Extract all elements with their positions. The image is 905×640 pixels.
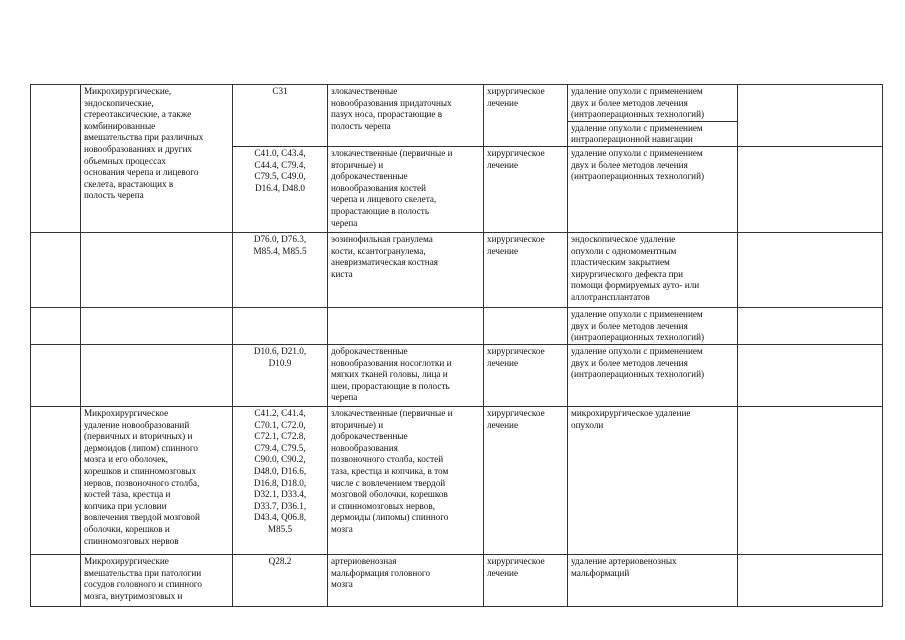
treatment-type: хирургическое лечение xyxy=(484,554,568,606)
disease-description: злокачественные (первичные и вторичные) и доброкачественные новообразования позвоночного столба, костей таза, крестца и копчика, в том числе с вовлечением твердой мозговой оболочки, корешков и спинномозговых нервов, дермоиды (липомы) спинного мозга xyxy=(328,406,484,554)
icd-codes: D76.0, D76.3, M85.4, M85.5 xyxy=(233,232,328,307)
table-row xyxy=(31,406,883,554)
procedures-table xyxy=(30,84,883,607)
treatment-type xyxy=(484,307,568,344)
method-description: микрохирургическое удаление опухоли xyxy=(568,406,738,554)
index-cell xyxy=(31,307,81,344)
table-row xyxy=(31,307,883,344)
method-description: удаление опухоли с применением двух и более методов лечения (интраоперационных технологий) xyxy=(568,307,738,344)
method-description: удаление артериовенозных мальформаций xyxy=(568,554,738,606)
method-description: эндоскопическое удаление опухоли с одномоментным пластическим закрытием хирургического дефекта при помощи формируемых ауто- или аллотрансплантатов xyxy=(568,232,738,307)
disease-description: злокачественные (первичные и вторичные) и доброкачественные новообразования костей черепа и лицевого скелета, прорастающие в полость черепа xyxy=(328,146,484,232)
group-text: Микрохирургические вмешательства при патологии сосудов головного и спинного мозга, внутримозговых и xyxy=(84,555,202,601)
extra-cell xyxy=(738,85,883,147)
group-description xyxy=(81,307,233,344)
disease-description: доброкачественные новообразования носоглотки и мягких тканей головы, лица и шеи, прорастающие в полость черепа xyxy=(328,344,484,406)
group-description xyxy=(81,344,233,406)
icd-codes: C41.0, C43.4, C44.4, C79.4, C79.5, C49.0, D16.4, D48.0 xyxy=(233,146,328,232)
icd-codes xyxy=(233,307,328,344)
icd-codes: C31 xyxy=(233,85,328,147)
treatment-type: хирургическое лечение xyxy=(484,406,568,554)
table-row xyxy=(31,232,883,307)
table-row xyxy=(31,85,883,122)
extra-cell xyxy=(738,146,883,232)
method-description: удаление опухоли с применением интраоперационной навигации xyxy=(568,121,738,146)
group-description xyxy=(81,85,233,233)
icd-codes: Q28.2 xyxy=(233,554,328,606)
group-description xyxy=(81,232,233,307)
treatment-type: хирургическое лечение xyxy=(484,344,568,406)
group-description: Микрохирургическое удаление новообразований (первичных и вторичных) и дермоидов (липом) спинного мозга и его оболочек, корешков и спинномозговых нервов, позвоночного столба, костей таза, крестца и копчика при условии вовлечения твердой мозговой оболочки, корешков и спинномозговых нервов xyxy=(81,406,233,554)
extra-cell xyxy=(738,307,883,344)
treatment-type: хирургическое лечение xyxy=(484,232,568,307)
treatment-type: хирургическое лечение xyxy=(484,146,568,232)
index-cell xyxy=(31,232,81,307)
disease-description: злокачественные новообразования придаточных пазух носа, прорастающие в полость черепа xyxy=(328,85,484,147)
index-cell xyxy=(31,406,81,554)
index-cell xyxy=(31,554,81,606)
table-row xyxy=(31,344,883,406)
table-row xyxy=(31,554,883,606)
treatment-type: хирургическое лечение xyxy=(484,85,568,147)
icd-codes: D10.6, D21.0, D10.9 xyxy=(233,344,328,406)
extra-cell xyxy=(738,344,883,406)
disease-description xyxy=(328,307,484,344)
extra-cell xyxy=(738,406,883,554)
disease-description: артериовенозная мальформация головного мозга xyxy=(328,554,484,606)
disease-description: эозинофильная гранулема кости, ксантогранулема, аневризматическая костная киста xyxy=(328,232,484,307)
index-cell xyxy=(31,85,81,233)
group-description xyxy=(81,554,233,606)
extra-cell xyxy=(738,232,883,307)
icd-codes: C41.2, C41.4, C70.1, C72.0, C72.1, C72.8, C79.4, C79.5, C90.0, C90.2, D48.0, D16.6, D16.8, D18.0, D32.1, D33.4, D33.7, D36.1, D43.4, Q06.8, M85.5 xyxy=(233,406,328,554)
method-description: удаление опухоли с применением двух и более методов лечения (интраоперационных технологий) xyxy=(568,146,738,232)
method-description: удаление опухоли с применением двух и более методов лечения (интраоперационных технологий) xyxy=(568,85,738,122)
group-text: Микрохирургические, эндоскопические, стереотаксические, а также комбинированные вмешательства при различных новообразованиях и других объемных процессах основания черепа и лицевого скелета, врастающих в полость черепа xyxy=(84,86,204,201)
extra-cell xyxy=(738,554,883,606)
index-cell xyxy=(31,344,81,406)
method-description: удаление опухоли с применением двух и более методов лечения (интраоперационных технологий) xyxy=(568,344,738,406)
